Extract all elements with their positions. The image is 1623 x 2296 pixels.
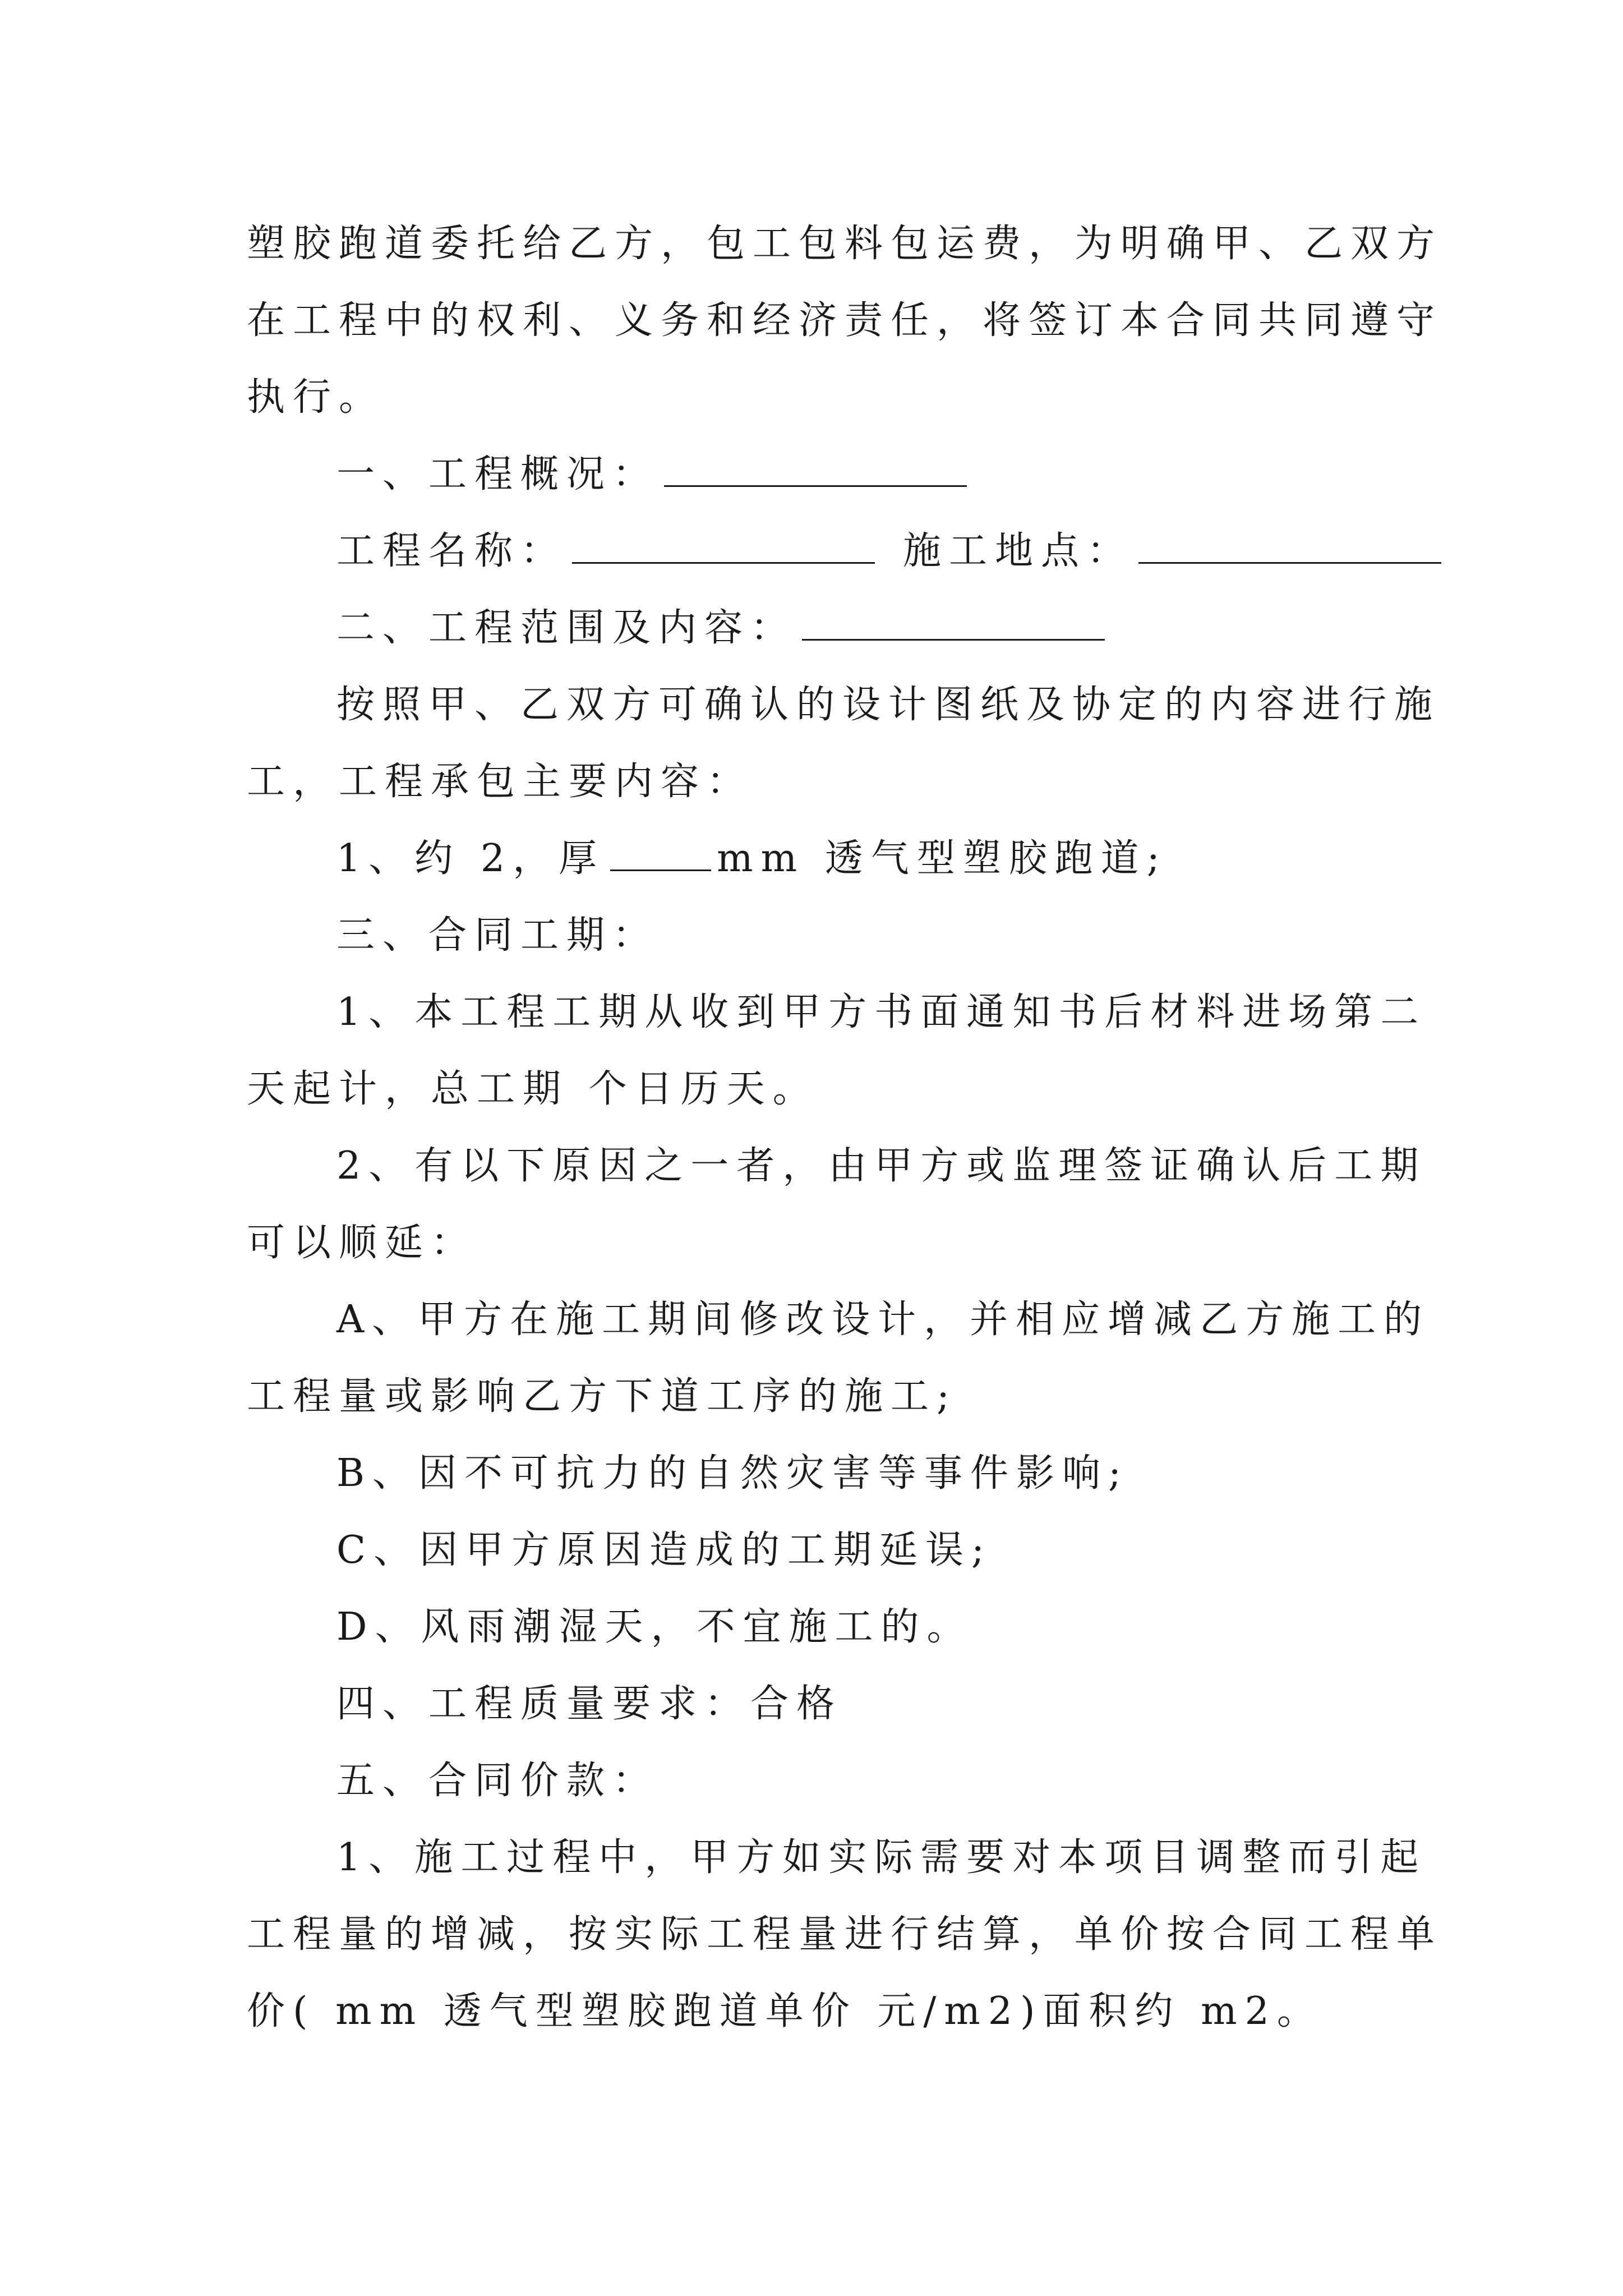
- paragraph-line: 可以顺延：: [247, 1221, 477, 1265]
- field-label-location: 施工地点：: [903, 529, 1133, 573]
- item-line-thickness: [336, 831, 1481, 887]
- section-heading-quality: 四、工程质量要求：合格: [336, 1682, 843, 1726]
- paragraph-line: 按照甲、乙双方可确认的设计图纸及协定的内容进行施: [336, 683, 1441, 727]
- list-item-c: C、因甲方原因造成的工期延误;: [336, 1528, 992, 1572]
- paragraph-line: 工程量的增减，按实际工程量进行结算，单价按合同工程单: [247, 1912, 1443, 1957]
- list-item-a: A、甲方在施工期间修改设计，并相应增减乙方施工的: [336, 1297, 1430, 1342]
- fill-in-blank[interactable]: [802, 608, 1105, 641]
- paragraph-line: 工，工程承包主要内容：: [247, 760, 753, 804]
- thickness-blank[interactable]: [610, 838, 711, 871]
- paragraph-line: 天起计，总工期 个日历天。: [247, 1067, 819, 1111]
- list-item-d: D、风雨潮湿天，不宜施工的。: [336, 1605, 973, 1649]
- paragraph-line: 1、本工程工期从收到甲方书面通知书后材料进场第二: [336, 990, 1427, 1034]
- field-label-project-name: 工程名称：: [336, 529, 567, 573]
- heading-text: 一、工程概况：: [336, 452, 659, 496]
- paragraph-line: 工程量或影响乙方下道工序的施工;: [247, 1374, 957, 1419]
- location-blank[interactable]: [1138, 531, 1441, 564]
- section-heading-overview: [336, 447, 1481, 503]
- section-heading-period: 三、合同工期：: [336, 913, 659, 958]
- paragraph-line: 1、施工过程中，甲方如实际需要对本项目调整而引起: [336, 1835, 1427, 1880]
- fill-in-blank[interactable]: [664, 454, 967, 487]
- paragraph-line: 在工程中的权利、义务和经济责任，将签订本合同共同遵守: [247, 298, 1443, 343]
- section-heading-scope: [336, 600, 1481, 656]
- section-heading-price: 五、合同价款：: [336, 1759, 659, 1803]
- form-line-name-location: [336, 523, 1481, 579]
- paragraph-line: 价( mm 透气型塑胶跑道单价 元/m2)面积约 m2。: [247, 1989, 1323, 2033]
- item-text: mm 透气型塑胶跑道;: [717, 836, 1168, 881]
- heading-text: 二、工程范围及内容：: [336, 606, 797, 650]
- item-text: 1、约 2，厚: [336, 836, 605, 881]
- paragraph-line: 执行。: [247, 375, 385, 420]
- paragraph-line: 2、有以下原因之一者，由甲方或监理签证确认后工期: [336, 1144, 1427, 1188]
- paragraph-line: 塑胶跑道委托给乙方，包工包料包运费，为明确甲、乙双方: [247, 222, 1443, 266]
- list-item-b: B、因不可抗力的自然灾害等事件影响;: [336, 1451, 1129, 1496]
- project-name-blank[interactable]: [572, 531, 875, 564]
